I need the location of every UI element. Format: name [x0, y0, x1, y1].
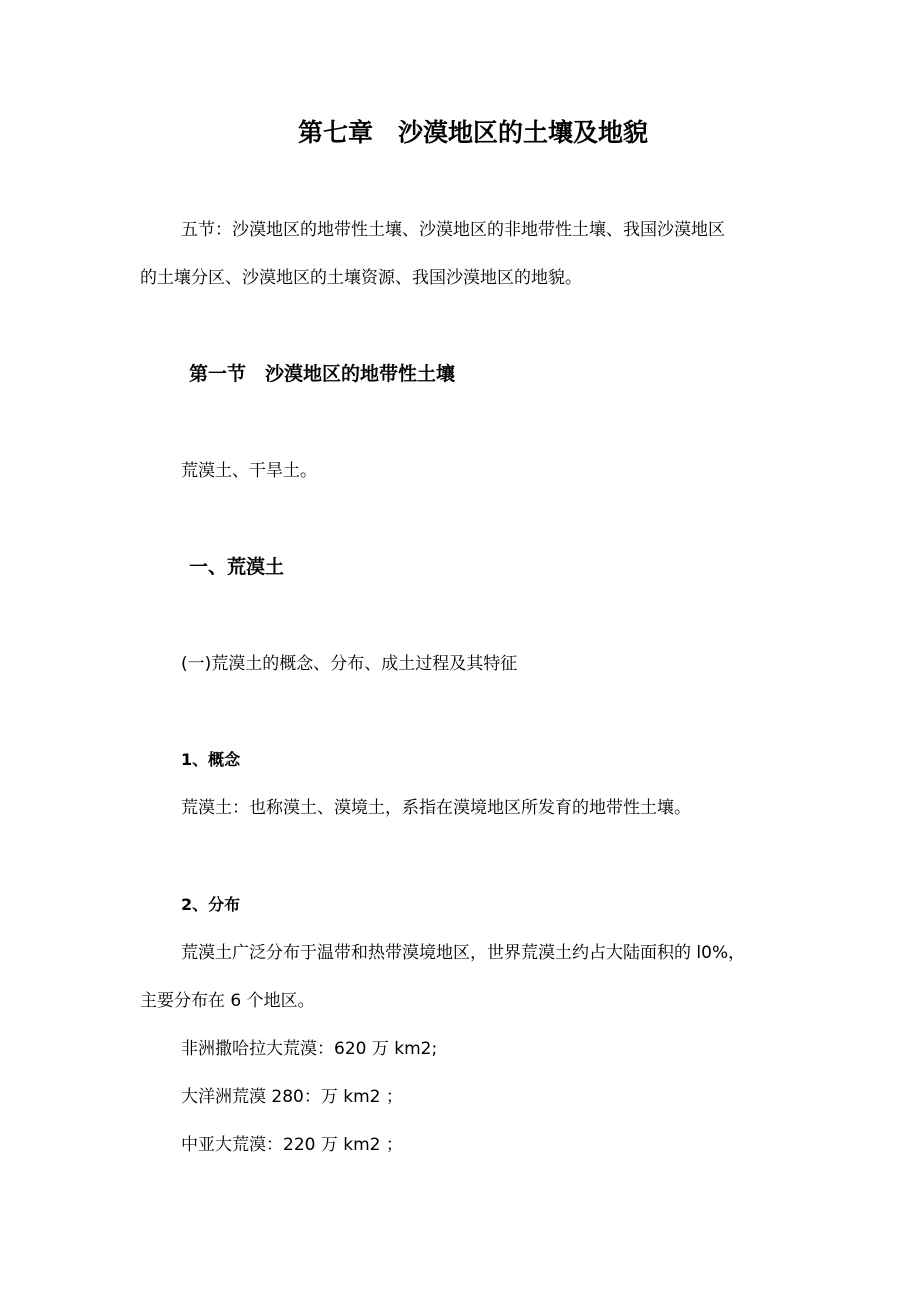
chapter-title: 第七章 沙漠地区的土壤及地貌	[298, 118, 649, 147]
region-list-item: 中亚大荒漠：220 万 km2 ；	[181, 1135, 403, 1155]
item-2-text-line-1: 荒漠土广泛分布于温带和热带漠境地区，世界荒漠土约占大陆面积的 l0%，	[181, 943, 746, 963]
item-1-heading: 1、概念	[181, 750, 241, 769]
subsection-1-heading: 一、荒漠土	[189, 556, 285, 578]
section-1-summary: 荒漠土、干旱土。	[181, 461, 317, 481]
intro-paragraph-line-2: 的土壤分区、沙漠地区的土壤资源、我国沙漠地区的地貌。	[140, 268, 582, 288]
item-2-heading: 2、分布	[181, 895, 241, 914]
section-1-heading: 第一节 沙漠地区的地带性土壤	[189, 363, 456, 385]
subsection-1-topic: (一)荒漠土的概念、分布、成土过程及其特征	[181, 654, 518, 674]
region-list-item: 大洋洲荒漠 280：万 km2 ；	[181, 1087, 403, 1107]
item-2-text-line-2: 主要分布在 6 个地区。	[140, 991, 315, 1011]
item-1-text: 荒漠土：也称漠土、漠境土，系指在漠境地区所发育的地带性土壤。	[181, 798, 691, 818]
intro-paragraph-line-1: 五节：沙漠地区的地带性土壤、沙漠地区的非地带性土壤、我国沙漠地区	[181, 220, 725, 240]
region-list-item: 非洲撒哈拉大荒漠：620 万 km2;	[181, 1039, 438, 1059]
